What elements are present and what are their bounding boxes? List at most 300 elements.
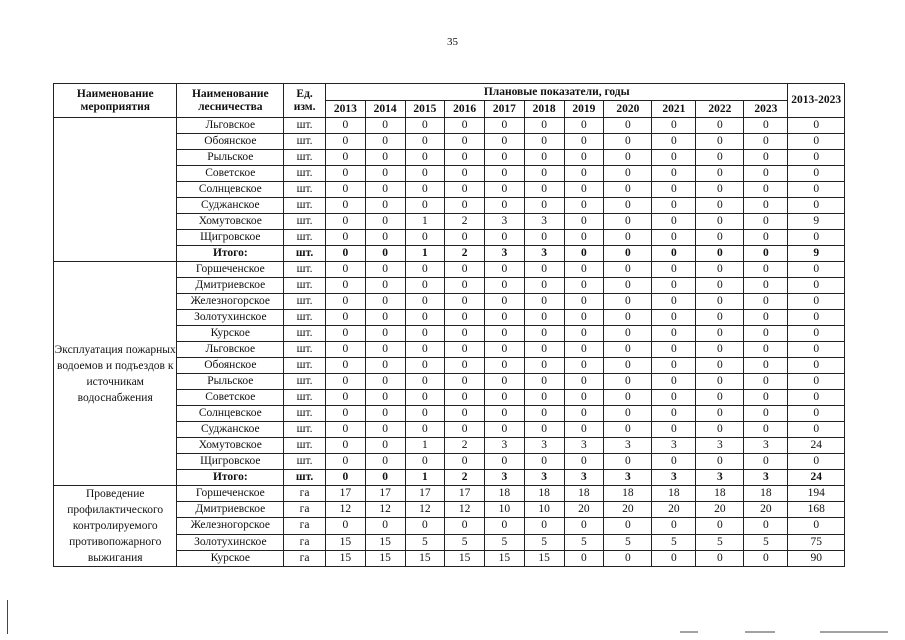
value-cell: 0	[524, 374, 564, 390]
value-cell: 3	[744, 470, 788, 486]
value-cell: 0	[326, 390, 366, 406]
value-cell: 0	[365, 422, 405, 438]
value-cell: 20	[564, 502, 604, 518]
page-number: 35	[447, 36, 458, 48]
header-forestry: Наименование лесничества	[177, 84, 284, 118]
value-cell: 0	[524, 134, 564, 150]
value-cell: 0	[365, 198, 405, 214]
value-cell: 0	[326, 342, 366, 358]
value-cell: 0	[652, 198, 696, 214]
value-cell: 3	[696, 470, 744, 486]
header-year: 2022	[696, 101, 744, 118]
value-cell: 0	[524, 198, 564, 214]
total-cell: 0	[788, 134, 845, 150]
value-cell: 0	[652, 262, 696, 278]
total-cell: 0	[788, 262, 845, 278]
forestry-name: Рыльское	[177, 150, 284, 166]
value-cell: 0	[445, 294, 485, 310]
value-cell: 0	[405, 134, 445, 150]
total-cell: 0	[788, 230, 845, 246]
value-cell: 0	[652, 118, 696, 134]
value-cell: 0	[485, 422, 525, 438]
value-cell: 0	[564, 550, 604, 566]
unit-cell: га	[284, 534, 326, 550]
value-cell: 0	[405, 278, 445, 294]
value-cell: 0	[365, 310, 405, 326]
unit-cell: шт.	[284, 118, 326, 134]
value-cell: 3	[524, 470, 564, 486]
value-cell: 2	[445, 470, 485, 486]
total-cell: 0	[788, 422, 845, 438]
value-cell: 0	[744, 198, 788, 214]
value-cell: 0	[696, 454, 744, 470]
total-cell: 0	[788, 326, 845, 342]
value-cell: 0	[365, 150, 405, 166]
value-cell: 0	[365, 118, 405, 134]
value-cell: 0	[326, 150, 366, 166]
total-cell: 24	[788, 438, 845, 454]
plan-table	[53, 83, 845, 567]
header-year: 2014	[365, 101, 405, 118]
forestry-name: Советское	[177, 390, 284, 406]
value-cell: 0	[365, 454, 405, 470]
value-cell: 0	[485, 342, 525, 358]
value-cell: 0	[326, 182, 366, 198]
value-cell: 0	[744, 262, 788, 278]
footer-mark	[745, 631, 775, 633]
value-cell: 0	[405, 294, 445, 310]
value-cell: 0	[485, 454, 525, 470]
unit-cell: шт.	[284, 230, 326, 246]
total-cell: 0	[788, 294, 845, 310]
value-cell: 0	[744, 518, 788, 534]
value-cell: 0	[652, 518, 696, 534]
value-cell: 0	[604, 374, 652, 390]
value-cell: 5	[696, 534, 744, 550]
value-cell: 0	[564, 230, 604, 246]
value-cell: 18	[696, 486, 744, 502]
value-cell: 0	[445, 374, 485, 390]
header-plan: Плановые показатели, годы	[326, 84, 788, 101]
footer-mark	[820, 631, 888, 633]
value-cell: 0	[564, 214, 604, 230]
value-cell: 0	[365, 182, 405, 198]
value-cell: 5	[405, 534, 445, 550]
value-cell: 0	[696, 374, 744, 390]
value-cell: 0	[326, 278, 366, 294]
value-cell: 3	[564, 438, 604, 454]
value-cell: 0	[564, 262, 604, 278]
value-cell: 0	[652, 310, 696, 326]
forestry-name: Горшеченское	[177, 486, 284, 502]
total-cell: 0	[788, 390, 845, 406]
value-cell: 18	[744, 486, 788, 502]
value-cell: 0	[564, 342, 604, 358]
value-cell: 20	[604, 502, 652, 518]
value-cell: 0	[604, 326, 652, 342]
value-cell: 0	[445, 310, 485, 326]
value-cell: 0	[604, 406, 652, 422]
value-cell: 0	[696, 214, 744, 230]
total-cell: 0	[788, 198, 845, 214]
value-cell: 0	[604, 550, 652, 566]
value-cell: 1	[405, 470, 445, 486]
value-cell: 0	[652, 166, 696, 182]
value-cell: 0	[405, 166, 445, 182]
value-cell: 0	[744, 166, 788, 182]
value-cell: 0	[696, 134, 744, 150]
value-cell: 12	[365, 502, 405, 518]
value-cell: 17	[405, 486, 445, 502]
value-cell: 15	[326, 534, 366, 550]
value-cell: 18	[652, 486, 696, 502]
value-cell: 2	[445, 438, 485, 454]
value-cell: 0	[696, 342, 744, 358]
value-cell: 0	[604, 278, 652, 294]
value-cell: 0	[744, 182, 788, 198]
value-cell: 0	[652, 230, 696, 246]
value-cell: 0	[604, 454, 652, 470]
forestry-name: Солнцевское	[177, 182, 284, 198]
value-cell: 3	[485, 438, 525, 454]
value-cell: 0	[326, 438, 366, 454]
value-cell: 0	[445, 342, 485, 358]
value-cell: 0	[326, 166, 366, 182]
value-cell: 0	[524, 310, 564, 326]
total-cell: 0	[788, 150, 845, 166]
value-cell: 15	[485, 550, 525, 566]
value-cell: 0	[652, 342, 696, 358]
value-cell: 0	[365, 246, 405, 262]
value-cell: 0	[445, 262, 485, 278]
value-cell: 15	[365, 534, 405, 550]
value-cell: 5	[485, 534, 525, 550]
unit-cell: шт.	[284, 294, 326, 310]
forestry-name: Железногорское	[177, 518, 284, 534]
unit-cell: га	[284, 518, 326, 534]
value-cell: 0	[652, 134, 696, 150]
value-cell: 3	[485, 470, 525, 486]
value-cell: 10	[485, 502, 525, 518]
value-cell: 0	[652, 454, 696, 470]
value-cell: 0	[365, 342, 405, 358]
value-cell: 0	[652, 294, 696, 310]
value-cell: 0	[564, 374, 604, 390]
value-cell: 1	[405, 438, 445, 454]
value-cell: 0	[485, 518, 525, 534]
forestry-name: Льговское	[177, 118, 284, 134]
value-cell: 0	[564, 118, 604, 134]
value-cell: 0	[696, 118, 744, 134]
value-cell: 0	[696, 262, 744, 278]
value-cell: 0	[326, 134, 366, 150]
value-cell: 0	[564, 406, 604, 422]
total-cell: 0	[788, 278, 845, 294]
header-year: 2021	[652, 101, 696, 118]
value-cell: 0	[485, 310, 525, 326]
header-year: 2015	[405, 101, 445, 118]
header-activity: Наименование мероприятия	[54, 84, 177, 118]
value-cell: 0	[604, 390, 652, 406]
value-cell: 0	[696, 406, 744, 422]
unit-cell: га	[284, 502, 326, 518]
value-cell: 3	[485, 214, 525, 230]
value-cell: 0	[564, 246, 604, 262]
value-cell: 0	[604, 294, 652, 310]
value-cell: 0	[604, 134, 652, 150]
value-cell: 0	[326, 118, 366, 134]
unit-cell: шт.	[284, 406, 326, 422]
value-cell: 0	[604, 262, 652, 278]
total-cell: 0	[788, 374, 845, 390]
value-cell: 0	[696, 166, 744, 182]
value-cell: 0	[696, 390, 744, 406]
value-cell: 0	[405, 374, 445, 390]
header-unit: Ед. изм.	[284, 84, 326, 118]
unit-cell: шт.	[284, 166, 326, 182]
total-cell: 0	[788, 358, 845, 374]
value-cell: 0	[485, 390, 525, 406]
value-cell: 1	[405, 214, 445, 230]
forestry-name: Итого:	[177, 470, 284, 486]
value-cell: 0	[365, 230, 405, 246]
value-cell: 0	[604, 518, 652, 534]
unit-cell: шт.	[284, 358, 326, 374]
value-cell: 0	[524, 150, 564, 166]
value-cell: 0	[604, 230, 652, 246]
value-cell: 5	[445, 534, 485, 550]
value-cell: 17	[445, 486, 485, 502]
value-cell: 0	[744, 278, 788, 294]
value-cell: 0	[485, 166, 525, 182]
header-year: 2018	[524, 101, 564, 118]
unit-cell: шт.	[284, 150, 326, 166]
value-cell: 1	[405, 246, 445, 262]
unit-cell: шт.	[284, 422, 326, 438]
value-cell: 3	[524, 246, 564, 262]
value-cell: 0	[365, 406, 405, 422]
value-cell: 0	[564, 518, 604, 534]
total-cell: 0	[788, 310, 845, 326]
value-cell: 0	[744, 134, 788, 150]
table-row	[54, 118, 845, 134]
value-cell: 0	[445, 358, 485, 374]
value-cell: 0	[365, 470, 405, 486]
footer-mark	[680, 631, 698, 633]
value-cell: 12	[326, 502, 366, 518]
margin-mark	[7, 600, 8, 634]
header-year: 2016	[445, 101, 485, 118]
value-cell: 0	[564, 166, 604, 182]
value-cell: 3	[485, 246, 525, 262]
header-year: 2023	[744, 101, 788, 118]
value-cell: 0	[485, 262, 525, 278]
value-cell: 0	[326, 246, 366, 262]
value-cell: 0	[524, 518, 564, 534]
value-cell: 0	[365, 262, 405, 278]
value-cell: 0	[485, 182, 525, 198]
value-cell: 0	[326, 454, 366, 470]
forestry-name: Льговское	[177, 342, 284, 358]
value-cell: 0	[326, 198, 366, 214]
value-cell: 15	[524, 550, 564, 566]
total-cell: 24	[788, 470, 845, 486]
value-cell: 3	[744, 438, 788, 454]
value-cell: 0	[445, 198, 485, 214]
value-cell: 0	[744, 390, 788, 406]
value-cell: 15	[445, 550, 485, 566]
total-cell: 0	[788, 454, 845, 470]
value-cell: 0	[652, 150, 696, 166]
value-cell: 0	[652, 326, 696, 342]
value-cell: 15	[365, 550, 405, 566]
header-total: 2013-2023	[788, 84, 845, 118]
value-cell: 0	[445, 406, 485, 422]
value-cell: 0	[564, 326, 604, 342]
forestry-name: Курское	[177, 550, 284, 566]
value-cell: 0	[365, 294, 405, 310]
value-cell: 0	[564, 278, 604, 294]
value-cell: 0	[744, 454, 788, 470]
value-cell: 17	[365, 486, 405, 502]
unit-cell: шт.	[284, 310, 326, 326]
value-cell: 0	[405, 358, 445, 374]
value-cell: 0	[524, 422, 564, 438]
forestry-name: Дмитриевское	[177, 502, 284, 518]
value-cell: 0	[445, 278, 485, 294]
value-cell: 0	[524, 358, 564, 374]
value-cell: 0	[485, 198, 525, 214]
value-cell: 0	[485, 374, 525, 390]
value-cell: 0	[365, 374, 405, 390]
value-cell: 0	[604, 246, 652, 262]
value-cell: 18	[485, 486, 525, 502]
value-cell: 0	[405, 198, 445, 214]
value-cell: 0	[405, 310, 445, 326]
forestry-name: Золотухинское	[177, 534, 284, 550]
forestry-name: Дмитриевское	[177, 278, 284, 294]
value-cell: 0	[445, 134, 485, 150]
value-cell: 18	[564, 486, 604, 502]
value-cell: 0	[744, 326, 788, 342]
value-cell: 0	[445, 518, 485, 534]
value-cell: 0	[445, 150, 485, 166]
value-cell: 0	[405, 326, 445, 342]
value-cell: 0	[524, 294, 564, 310]
forestry-name: Железногорское	[177, 294, 284, 310]
value-cell: 3	[604, 470, 652, 486]
value-cell: 0	[485, 118, 525, 134]
forestry-name: Суджанское	[177, 422, 284, 438]
value-cell: 0	[485, 230, 525, 246]
value-cell: 0	[485, 134, 525, 150]
value-cell: 0	[445, 182, 485, 198]
value-cell: 0	[326, 230, 366, 246]
value-cell: 0	[604, 310, 652, 326]
value-cell: 3	[524, 438, 564, 454]
unit-cell: шт.	[284, 390, 326, 406]
value-cell: 0	[744, 342, 788, 358]
forestry-name: Обоянское	[177, 134, 284, 150]
value-cell: 2	[445, 214, 485, 230]
unit-cell: шт.	[284, 278, 326, 294]
value-cell: 3	[652, 438, 696, 454]
activity-cell: Проведение профилактического контролируемого противопожарного выжигания	[54, 486, 177, 567]
value-cell: 0	[365, 166, 405, 182]
value-cell: 0	[326, 422, 366, 438]
value-cell: 0	[405, 262, 445, 278]
value-cell: 0	[696, 198, 744, 214]
value-cell: 0	[326, 470, 366, 486]
value-cell: 0	[445, 390, 485, 406]
value-cell: 0	[524, 406, 564, 422]
value-cell: 0	[485, 150, 525, 166]
forestry-name: Курское	[177, 326, 284, 342]
value-cell: 0	[696, 150, 744, 166]
value-cell: 0	[744, 230, 788, 246]
value-cell: 15	[405, 550, 445, 566]
value-cell: 0	[405, 150, 445, 166]
value-cell: 0	[365, 518, 405, 534]
value-cell: 0	[326, 326, 366, 342]
value-cell: 0	[744, 550, 788, 566]
unit-cell: шт.	[284, 342, 326, 358]
header-year: 2013	[326, 101, 366, 118]
value-cell: 0	[696, 294, 744, 310]
value-cell: 18	[604, 486, 652, 502]
header-year: 2019	[564, 101, 604, 118]
value-cell: 5	[524, 534, 564, 550]
value-cell: 0	[696, 310, 744, 326]
total-cell: 0	[788, 118, 845, 134]
value-cell: 0	[405, 182, 445, 198]
value-cell: 10	[524, 502, 564, 518]
value-cell: 5	[652, 534, 696, 550]
value-cell: 0	[564, 310, 604, 326]
unit-cell: га	[284, 550, 326, 566]
value-cell: 20	[696, 502, 744, 518]
value-cell: 0	[604, 198, 652, 214]
value-cell: 0	[696, 278, 744, 294]
value-cell: 0	[365, 214, 405, 230]
value-cell: 0	[744, 150, 788, 166]
total-cell: 90	[788, 550, 845, 566]
value-cell: 0	[485, 358, 525, 374]
value-cell: 0	[524, 182, 564, 198]
value-cell: 0	[326, 406, 366, 422]
value-cell: 0	[744, 118, 788, 134]
value-cell: 5	[564, 534, 604, 550]
forestry-name: Советское	[177, 166, 284, 182]
value-cell: 0	[524, 166, 564, 182]
value-cell: 0	[696, 358, 744, 374]
total-cell: 0	[788, 342, 845, 358]
unit-cell: шт.	[284, 182, 326, 198]
value-cell: 12	[405, 502, 445, 518]
value-cell: 0	[445, 454, 485, 470]
total-cell: 0	[788, 518, 845, 534]
value-cell: 0	[524, 118, 564, 134]
unit-cell: шт.	[284, 374, 326, 390]
value-cell: 0	[524, 390, 564, 406]
activity-cell	[54, 118, 177, 262]
value-cell: 18	[524, 486, 564, 502]
value-cell: 0	[405, 406, 445, 422]
value-cell: 0	[696, 246, 744, 262]
unit-cell: шт.	[284, 214, 326, 230]
value-cell: 0	[564, 182, 604, 198]
value-cell: 20	[744, 502, 788, 518]
